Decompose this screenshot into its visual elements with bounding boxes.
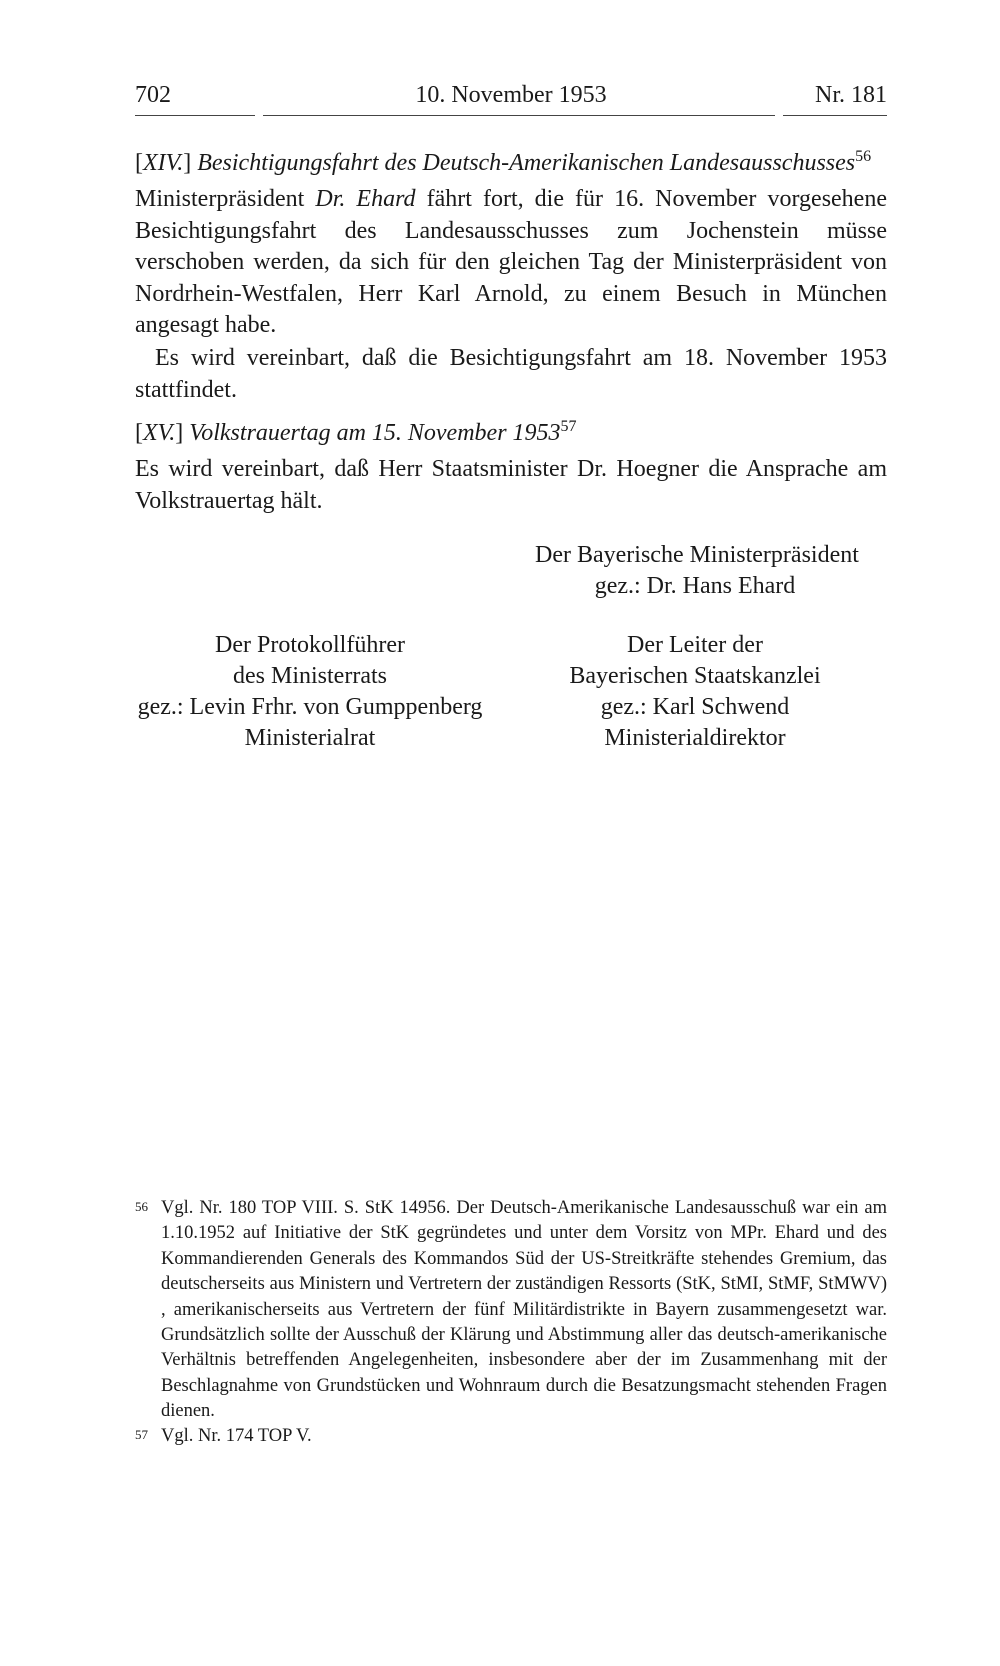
header-rule-left bbox=[135, 115, 255, 116]
signature-role-detail: des Ministerrats bbox=[233, 663, 387, 689]
signature-name: gez.: Dr. Hans Ehard bbox=[594, 573, 796, 599]
signature-role: Der Leiter der bbox=[627, 632, 763, 658]
paragraph-text: fährt fort, die für 16. November vorgesehene Besichtigungsfahrt des Landesausschusses zum Jochenstein müsse verschoben werden, da sich für den gleichen Tag der Ministerpräsident von Nordrhein-Westfalen, Herr Karl Arnold, zu einem Besuch in München angesagt habe. bbox=[135, 186, 887, 338]
agenda-item-number: XIV. bbox=[143, 150, 184, 176]
signature-role-detail: Bayerischen Staatskanzlei bbox=[569, 663, 821, 689]
signature-minister-president bbox=[535, 540, 859, 602]
page-number: 702 bbox=[135, 82, 171, 108]
header-date: 10. November 1953 bbox=[415, 82, 607, 108]
signature-role: Der Protokollführer bbox=[215, 632, 405, 658]
header-rule-center bbox=[263, 115, 775, 116]
paragraph bbox=[135, 184, 887, 342]
signature-name: gez.: Karl Schwend bbox=[600, 694, 790, 720]
paragraph-text: Ministerpräsident bbox=[135, 186, 316, 212]
signature-role: Der Bayerische Ministerpräsident bbox=[535, 542, 859, 568]
person-name: Dr. Ehard bbox=[315, 186, 416, 212]
paragraph: Es wird vereinbart, daß die Besichtigungsfahrt am 18. November 1953 stattfindet. bbox=[135, 345, 887, 403]
document-number: Nr. 181 bbox=[815, 82, 887, 108]
footnote-reference[interactable]: 56 bbox=[855, 148, 872, 165]
agenda-item-title: Volkstrauertag am 15. November 1953 bbox=[189, 420, 561, 446]
signature-title: Ministerialrat bbox=[244, 725, 376, 751]
footnote-number: 57 bbox=[135, 1427, 148, 1442]
footnote-number: 56 bbox=[135, 1199, 148, 1214]
agenda-item-number: XV. bbox=[143, 420, 176, 446]
running-header bbox=[135, 82, 887, 118]
footnote-text: Vgl. Nr. 180 TOP VIII. S. StK 14956. Der Deutsch-Amerikanische Landesausschuß war ein am 1.10.1952 auf Initiative der StK gegründetes und unter dem Vorsitz von MPr. Ehard und des Kommandierenden Generals des Kommandos Süd der US-Streitkräfte stehendes Gremium, das deutscherseits aus Ministern und Vertretern der zuständigen Ressorts (StK, StMI, StMF, StMWV) , amerikanischerseits aus Vertretern der fünf Militärdistrikte in Bayern zusammengesetzt war. Grundsätzlich sollte der Ausschuß der Klärung und Abstimmung aller das deutsch-amerikanische Verhältnis betreffenden Angelegenheiten, insbesondere aber der im Zusammenhang mit der Beschlagnahme von Grundstücken und Wohnraum durch die Besatzungsmacht stehenden Fragen dienen. bbox=[161, 1198, 887, 1422]
header-rule-right bbox=[783, 115, 887, 116]
paragraph: Es wird vereinbart, daß Herr Staatsminister Dr. Hoegner die Ansprache am Volkstrauertag hält. bbox=[135, 456, 887, 514]
document-page bbox=[135, 0, 887, 1666]
signature-protokollfuehrer bbox=[135, 630, 485, 754]
signature-leiter-staatskanzlei bbox=[535, 630, 855, 754]
agenda-item-heading-xv: [XV.] Volkstrauertag am 15. November 1953$^{57}$ bbox=[135, 418, 577, 446]
footnote-56 bbox=[135, 1196, 887, 1425]
footnote-57 bbox=[135, 1424, 887, 1449]
signature-title: Ministerialdirektor bbox=[604, 725, 786, 751]
agenda-item-heading-xiv: [XIV.] Besichtigungsfahrt des Deutsch-Amerikanischen Landesausschusses$^{56}$ bbox=[135, 148, 872, 176]
footnote-reference[interactable]: 57 bbox=[560, 418, 577, 435]
agenda-item-title: Besichtigungsfahrt des Deutsch-Amerikanischen Landesausschusses bbox=[197, 150, 856, 176]
signature-name: gez.: Levin Frhr. von Gumppenberg bbox=[137, 694, 483, 720]
footnote-text: Vgl. Nr. 174 TOP V. bbox=[161, 1426, 312, 1446]
